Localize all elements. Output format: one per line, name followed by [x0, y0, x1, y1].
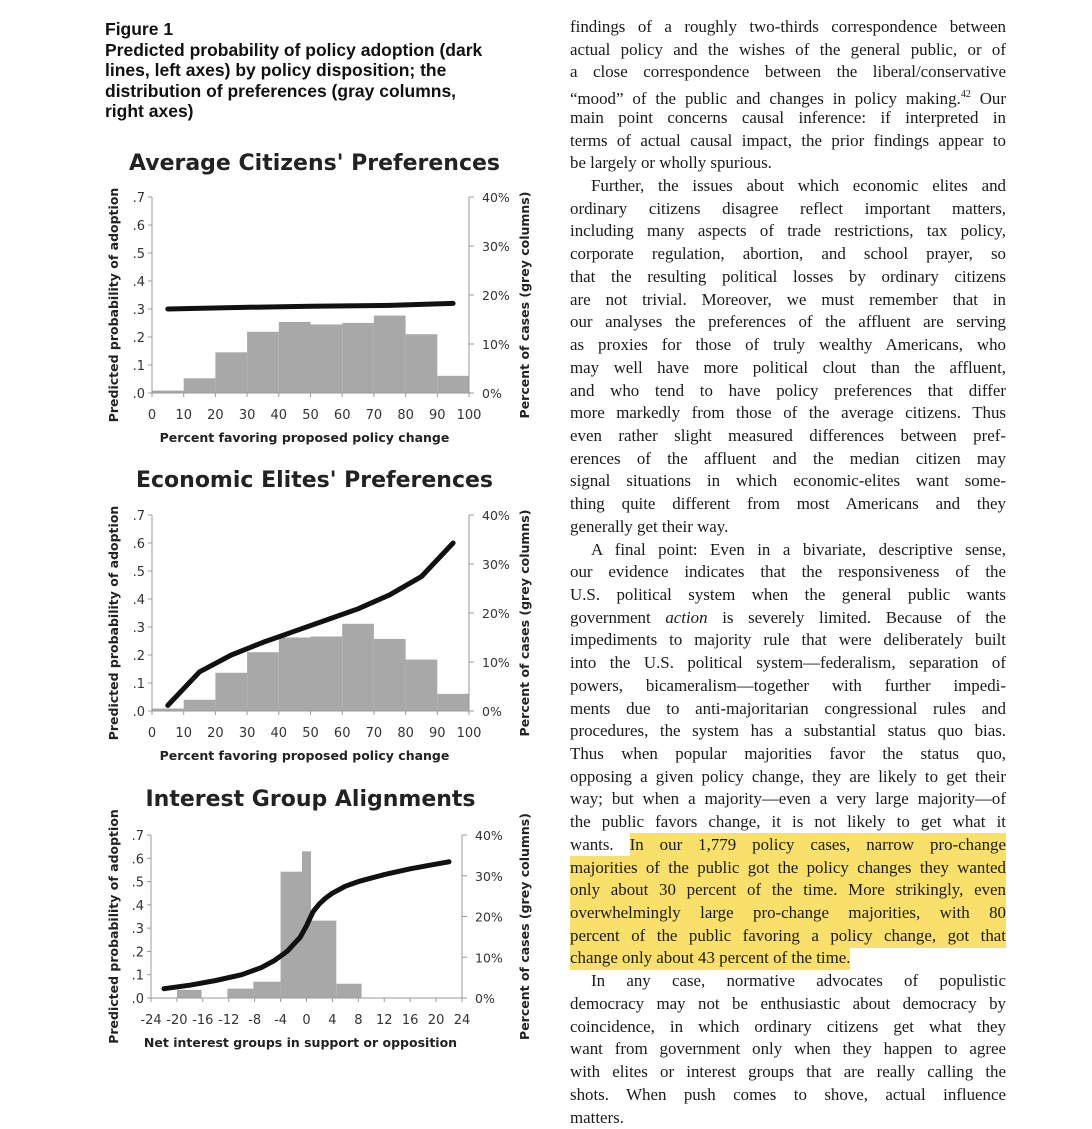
text-segment: our analyses the preferences of the affluent are serving — [570, 312, 1006, 331]
x-tick-label: -8 — [248, 1013, 261, 1028]
text-line — [570, 970, 1006, 993]
highlighted-text: change only about 43 percent of the time. — [570, 946, 850, 970]
text-segment: terms of actual causal impact, the prior findings appear to — [570, 131, 1006, 150]
text-segment: even rather slight measured differences between pref- — [570, 426, 1006, 445]
text-segment: A final point: Even in a bivariate, descriptive sense, — [591, 540, 1006, 559]
text-segment: with elites or interest groups that are really calling the — [570, 1062, 1006, 1081]
x-tick-label: 40 — [271, 726, 288, 741]
x-tick-label: 0 — [148, 408, 156, 423]
text-segment: ordinary citizens disagree reflect important matters, — [570, 199, 1006, 218]
figure-title-line: lines, left axes) by policy disposition; the — [105, 60, 482, 81]
text-line — [570, 243, 1006, 266]
text-line — [570, 470, 1006, 493]
x-tick-label: 90 — [429, 408, 446, 423]
text-line — [570, 266, 1006, 289]
text-segment: impediments to majority rule that were deliberately built — [570, 630, 1006, 649]
text-segment: way; but when a majority—even a very large majority—of — [570, 789, 1006, 808]
histogram-bar — [311, 637, 343, 711]
y2-tick-label: 40% — [475, 828, 503, 843]
paragraph — [570, 970, 1006, 1129]
text-line — [570, 857, 1006, 880]
text-segment: signal situations in which economic-elites want some- — [570, 471, 1006, 490]
y2-tick-label: 20% — [482, 606, 510, 621]
text-segment: coincidence, in which ordinary citizens get what they — [570, 1017, 1006, 1036]
text-segment: thing quite different from most Americans and they — [570, 494, 1006, 513]
text-line — [570, 380, 1006, 403]
text-line — [570, 130, 1006, 153]
x-tick-label: 20 — [207, 726, 224, 741]
highlighted-text: In our 1,779 policy cases, narrow pro-change — [630, 833, 1006, 857]
histogram-bar — [227, 989, 253, 998]
text-line — [570, 675, 1006, 698]
y2-tick-label: 0% — [475, 991, 495, 1006]
text-segment: U.S. political system when the general public wants — [570, 585, 1006, 604]
histogram-bar — [215, 673, 247, 711]
y2-axis-label: Percent of cases (grey columns) — [517, 192, 532, 419]
text-line — [570, 1061, 1006, 1084]
text-line — [570, 1084, 1006, 1107]
text-line — [570, 766, 1006, 789]
x-tick-label: -16 — [192, 1013, 213, 1028]
text-line — [570, 198, 1006, 221]
text-segment: opposing a given policy change, they are likely to get their — [570, 767, 1006, 786]
y-axis-label: Predicted probability of adoption — [106, 809, 121, 1044]
y2-tick-label: 10% — [482, 337, 510, 352]
x-tick-label: 70 — [366, 726, 383, 741]
y-tick-label: .2 — [133, 649, 145, 664]
y-tick-label: .4 — [133, 275, 145, 290]
y-tick-label: .5 — [133, 247, 145, 262]
chart-title: Average Citizens' Preferences — [129, 151, 500, 176]
y2-tick-label: 40% — [482, 508, 510, 523]
x-tick-label: -24 — [140, 1013, 161, 1028]
chart-2 — [106, 468, 532, 763]
highlighted-text: majorities of the public got the policy changes they wanted — [570, 856, 1006, 880]
y2-axis-label: Percent of cases (grey columns) — [517, 813, 532, 1040]
x-tick-label: 10 — [175, 408, 192, 423]
highlighted-text: percent of the public favoring a policy change, got that — [570, 924, 1006, 948]
text-segment: corporate regulation, abortion, and school prayer, so — [570, 244, 1006, 263]
figure-caption — [105, 19, 482, 122]
y-axis-label: Predicted probability of adoption — [106, 188, 121, 423]
figure-title-line: Predicted probability of policy adoption (dark — [105, 40, 482, 61]
x-tick-label: 10 — [175, 726, 192, 741]
text-line — [570, 425, 1006, 448]
histogram-bar — [374, 639, 406, 711]
y-tick-label: .7 — [132, 829, 144, 844]
histogram-bar — [342, 323, 374, 393]
x-tick-label: 50 — [302, 726, 319, 741]
x-tick-label: 90 — [429, 726, 446, 741]
text-line — [570, 175, 1006, 198]
text-segment: main point concerns causal inference: if interpreted in — [570, 108, 1006, 127]
text-segment: our evidence indicates that the responsiveness of the — [570, 562, 1006, 581]
y-tick-label: .3 — [133, 621, 145, 636]
histogram-bar — [247, 332, 279, 393]
histogram-bar — [342, 624, 374, 711]
histogram-bar — [437, 694, 469, 711]
y2-axis-label: Percent of cases (grey columns) — [517, 510, 532, 737]
text-line — [570, 152, 1006, 175]
text-segment: a close correspondence between the liberal/conservative — [570, 62, 1006, 81]
text-segment: Our — [971, 89, 1006, 108]
y2-tick-label: 0% — [482, 386, 502, 401]
histogram-bar — [279, 322, 311, 393]
x-tick-label: 8 — [354, 1013, 362, 1028]
histogram-bar — [215, 352, 247, 393]
text-line — [570, 16, 1006, 39]
y-tick-label: .1 — [133, 359, 145, 374]
text-line — [570, 584, 1006, 607]
text-segment: procedures, the system has a substantial status quo bias. — [570, 721, 1006, 740]
y-tick-label: .2 — [132, 945, 144, 960]
y-tick-label: .5 — [133, 565, 145, 580]
text-line — [570, 1016, 1006, 1039]
y2-tick-label: 20% — [482, 288, 510, 303]
text-line — [570, 1038, 1006, 1061]
text-line — [570, 993, 1006, 1016]
y-tick-label: .0 — [133, 705, 145, 720]
x-tick-label: 0 — [148, 726, 156, 741]
italic-text: action — [665, 608, 707, 627]
text-segment: and who tend to have policy preferences that differ — [570, 381, 1006, 400]
text-segment: powers, bicameralism—together with further impedi- — [570, 676, 1006, 695]
histogram-bar — [177, 990, 202, 998]
y-axis-label: Predicted probability of adoption — [106, 506, 121, 741]
y-tick-label: .6 — [133, 537, 145, 552]
paragraph — [570, 175, 1006, 539]
y2-tick-label: 0% — [482, 704, 502, 719]
text-segment: ments due to anti-majoritarian congressional rules and — [570, 699, 1006, 718]
histogram-bar — [279, 638, 311, 712]
text-segment: may well have more political clout than the affluent, — [570, 358, 1006, 377]
y2-tick-label: 20% — [475, 910, 503, 925]
text-line — [570, 743, 1006, 766]
x-axis-label: Net interest groups in support or opposition — [144, 1035, 457, 1050]
y2-tick-label: 40% — [482, 190, 510, 205]
paragraph — [570, 16, 1006, 175]
x-tick-label: 30 — [239, 726, 256, 741]
text-segment: matters. — [570, 1108, 624, 1127]
x-tick-label: 4 — [328, 1013, 336, 1028]
chart-1 — [106, 151, 532, 445]
text-line — [570, 357, 1006, 380]
text-line — [570, 402, 1006, 425]
text-line — [570, 698, 1006, 721]
x-tick-label: 80 — [397, 408, 414, 423]
text-segment: democracy may not be enthusiastic about democracy by — [570, 994, 1006, 1013]
x-axis-label: Percent favoring proposed policy change — [160, 748, 450, 763]
text-line — [570, 289, 1006, 312]
x-tick-label: 60 — [334, 408, 351, 423]
x-tick-label: 50 — [302, 408, 319, 423]
text-segment: wants. — [570, 835, 630, 854]
y-tick-label: .0 — [133, 387, 145, 402]
text-line — [570, 61, 1006, 84]
text-line — [570, 811, 1006, 834]
text-line — [570, 629, 1006, 652]
histogram-bar — [184, 700, 216, 711]
y2-tick-label: 10% — [482, 655, 510, 670]
text-line — [570, 788, 1006, 811]
body-text-column — [570, 16, 1006, 1129]
text-line — [570, 1107, 1006, 1129]
figure-title-line: distribution of preferences (gray columns, — [105, 81, 482, 102]
text-line — [570, 84, 1006, 107]
y-tick-label: .4 — [133, 593, 145, 608]
y-tick-label: .7 — [133, 191, 145, 206]
text-segment: Thus when popular majorities favor the status quo, — [570, 744, 1006, 763]
x-tick-label: -20 — [166, 1013, 187, 1028]
text-segment: actual policy and the wishes of the general public, or of — [570, 40, 1006, 59]
text-segment: erences of the affluent and the median citizen may — [570, 449, 1006, 468]
text-line — [570, 311, 1006, 334]
y-tick-label: .2 — [133, 331, 145, 346]
x-tick-label: 70 — [366, 408, 383, 423]
text-segment: that the resulting political losses by ordinary citizens — [570, 267, 1006, 286]
y-tick-label: .3 — [133, 303, 145, 318]
text-line — [570, 902, 1006, 925]
text-segment: want from government only when they happen to agree — [570, 1039, 1006, 1058]
text-line — [570, 107, 1006, 130]
text-segment: findings of a roughly two-thirds correspondence between — [570, 17, 1006, 36]
text-segment: are not trivial. Moreover, we must remember that in — [570, 290, 1006, 309]
x-tick-label: -12 — [218, 1013, 239, 1028]
text-segment: including many aspects of trade restrictions, tax policy, — [570, 221, 1006, 240]
x-tick-label: 40 — [271, 408, 288, 423]
text-segment: In any case, normative advocates of populistic — [591, 971, 1006, 990]
text-line — [570, 493, 1006, 516]
x-tick-label: 12 — [376, 1013, 393, 1028]
x-tick-label: 16 — [402, 1013, 419, 1028]
x-tick-label: 100 — [457, 726, 482, 741]
x-tick-label: 24 — [454, 1013, 471, 1028]
y-tick-label: .1 — [133, 677, 145, 692]
x-tick-label: -4 — [274, 1013, 287, 1028]
histogram-bar — [406, 660, 438, 711]
y2-tick-label: 30% — [482, 239, 510, 254]
text-line — [570, 652, 1006, 675]
y-tick-label: .5 — [132, 876, 144, 891]
text-line — [570, 448, 1006, 471]
histogram-bar — [253, 982, 280, 998]
histogram-bar — [374, 316, 406, 393]
x-tick-label: 20 — [207, 408, 224, 423]
histogram-bar — [247, 652, 279, 711]
text-line — [570, 334, 1006, 357]
y2-tick-label: 30% — [482, 557, 510, 572]
text-line — [570, 720, 1006, 743]
histogram-bar — [311, 921, 336, 998]
text-line — [570, 220, 1006, 243]
text-segment: be largely or wholly spurious. — [570, 153, 772, 172]
y-tick-label: .1 — [132, 969, 144, 984]
x-tick-label: 80 — [397, 726, 414, 741]
text-segment: generally get their way. — [570, 517, 728, 536]
text-line — [570, 539, 1006, 562]
footnote-ref: 42 — [961, 89, 971, 100]
text-segment: as proxies for those of truly wealthy Americans, who — [570, 335, 1006, 354]
x-axis-label: Percent favoring proposed policy change — [160, 430, 450, 445]
text-segment: shots. When push comes to shove, actual influence — [570, 1085, 1006, 1104]
y-tick-label: .6 — [132, 852, 144, 867]
highlighted-text: only about 30 percent of the time. More strikingly, even — [570, 878, 1006, 902]
text-segment: more markedly from those of the average citizens. Thus — [570, 403, 1006, 422]
histogram-bar — [311, 324, 343, 393]
y-tick-label: .7 — [133, 509, 145, 524]
text-line — [570, 39, 1006, 62]
text-line — [570, 947, 1006, 970]
histogram-bar — [336, 984, 361, 998]
text-segment: “mood” of the public and changes in policy making. — [570, 89, 961, 108]
chart-title: Economic Elites' Preferences — [136, 468, 493, 493]
chart-title: Interest Group Alignments — [145, 787, 475, 812]
text-segment: government — [570, 608, 665, 627]
y2-tick-label: 30% — [475, 869, 503, 884]
text-segment: into the U.S. political system—federalism, separation of — [570, 653, 1006, 672]
histogram-bar — [437, 376, 469, 393]
figure-label: Figure 1 — [105, 19, 482, 40]
x-tick-label: 60 — [334, 726, 351, 741]
predicted-probability-line — [168, 303, 453, 309]
text-line — [570, 879, 1006, 902]
text-line — [570, 561, 1006, 584]
histogram-bar — [406, 334, 438, 393]
text-segment: the public favors change, it is not likely to get what it — [570, 812, 1006, 831]
text-line — [570, 834, 1006, 857]
x-tick-label: 30 — [239, 408, 256, 423]
histogram-bar — [184, 378, 216, 393]
figure-title-line: right axes) — [105, 101, 482, 122]
text-segment: Further, the issues about which economic elites and — [591, 176, 1006, 195]
highlighted-text: overwhelmingly large pro-change majorities, with 80 — [570, 901, 1006, 925]
text-line — [570, 607, 1006, 630]
text-line — [570, 516, 1006, 539]
paragraph — [570, 539, 1006, 971]
text-segment: is severely limited. Because of the — [708, 608, 1006, 627]
y2-tick-label: 10% — [475, 950, 503, 965]
y-tick-label: .3 — [132, 922, 144, 937]
text-line — [570, 925, 1006, 948]
y-tick-label: .0 — [132, 992, 144, 1007]
x-tick-label: 20 — [428, 1013, 445, 1028]
chart-3 — [106, 787, 532, 1050]
x-tick-label: 0 — [302, 1013, 310, 1028]
x-tick-label: 100 — [457, 408, 482, 423]
y-tick-label: .4 — [132, 899, 144, 914]
y-tick-label: .6 — [133, 219, 145, 234]
